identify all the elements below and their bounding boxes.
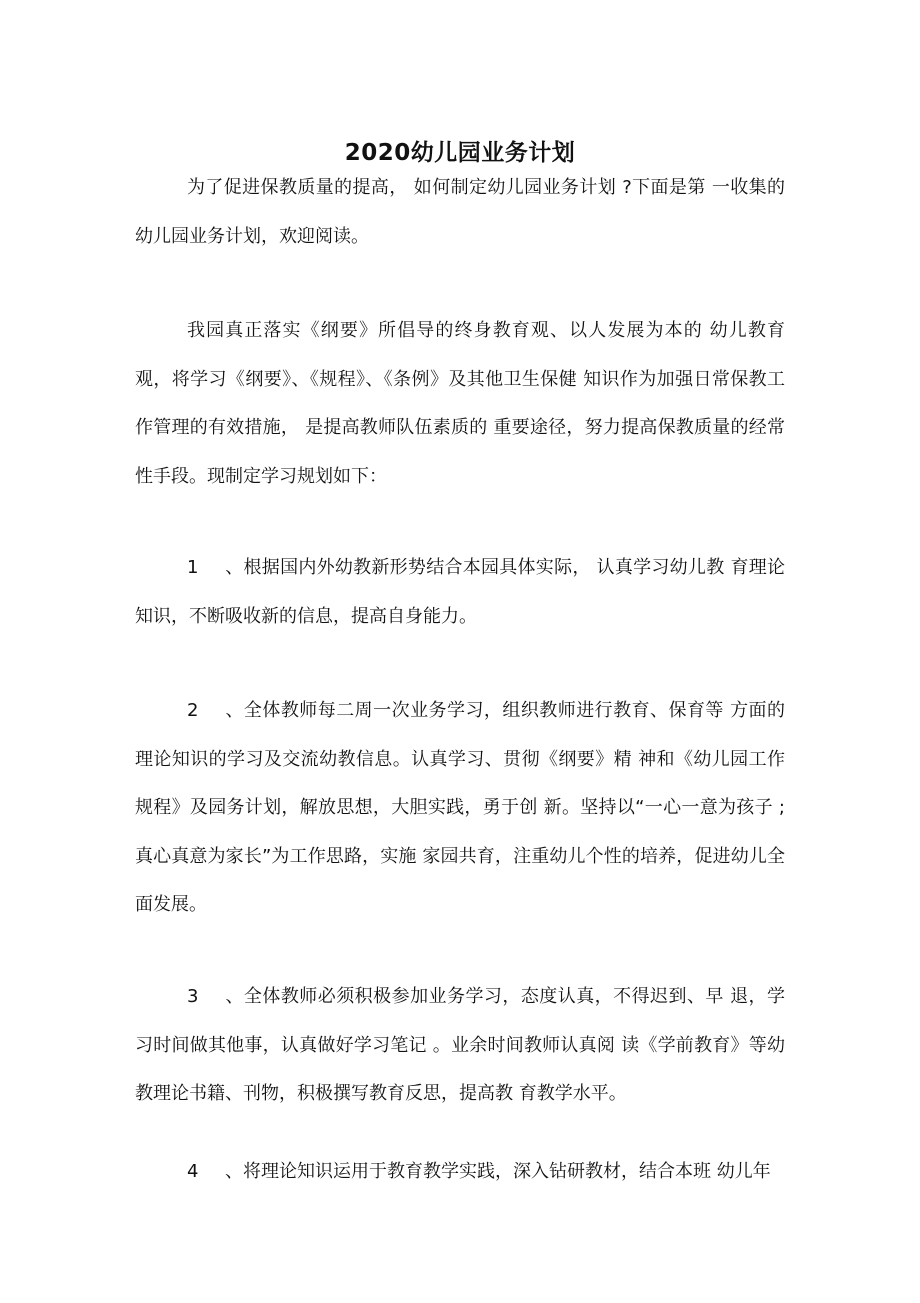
plan-item-3	[135, 973, 785, 1119]
intro-paragraph: 为了促进保教质量的提高， 如何制定幼儿园业务计划 ?下面是第 一收集的幼儿园业务计划，欢迎阅读。	[135, 177, 785, 247]
plan-item-number: 4	[187, 1161, 199, 1182]
plan-item-1	[135, 544, 785, 641]
plan-item-text: 、根据国内外幼教新形势结合本园具体实际， 认真学习幼儿教 育理论知识，不断吸收新的信息，提高自身能力。	[135, 557, 785, 627]
plan-item-number: 2	[187, 700, 199, 721]
plan-item-number: 1	[187, 557, 199, 578]
document-title: 2020幼儿园业务计划	[344, 140, 576, 167]
plan-item-2	[135, 687, 785, 930]
plan-item-number: 3	[187, 986, 199, 1007]
preface-paragraph: 我园真正落实《纲要》所倡导的终身教育观、以人发展为本的 幼儿教育观，将学习《纲要》、《规程》、《条例》及其他卫生保健 知识作为加强日常保教工作管理的有效措施， 是提高教师队伍素质的 重要途径，努力提高保教质量的经常性手段。现制定学习规划如下：	[135, 320, 785, 487]
plan-item-text: 、全体教师每二周一次业务学习，组织教师进行教育、保育等 方面的理论知识的学习及交流幼教信息。认真学习、贯彻《纲要》精 神和《幼儿园工作规程》及园务计划，解放思想，大胆实践，勇于创 新。坚持以“一心一意为孩子 ;真心真意为家长”为工作思路，实施 家园共育，注重幼儿个性的培养，促进幼儿全面发展。	[135, 700, 785, 915]
plan-item-4	[135, 1148, 785, 1197]
plan-item-text: 、全体教师必须积极参加业务学习，态度认真，不得迟到、早 退，学习时间做其他事，认真做好学习笔记 。业余时间教师认真阅 读《学前教育》等幼教理论书籍、刊物，积极撰写教育反思，提高教 育教学水平。	[135, 986, 785, 1104]
plan-item-text: 、将理论知识运用于教育教学实践，深入钻研教材，结合本班 幼儿年	[225, 1161, 771, 1182]
